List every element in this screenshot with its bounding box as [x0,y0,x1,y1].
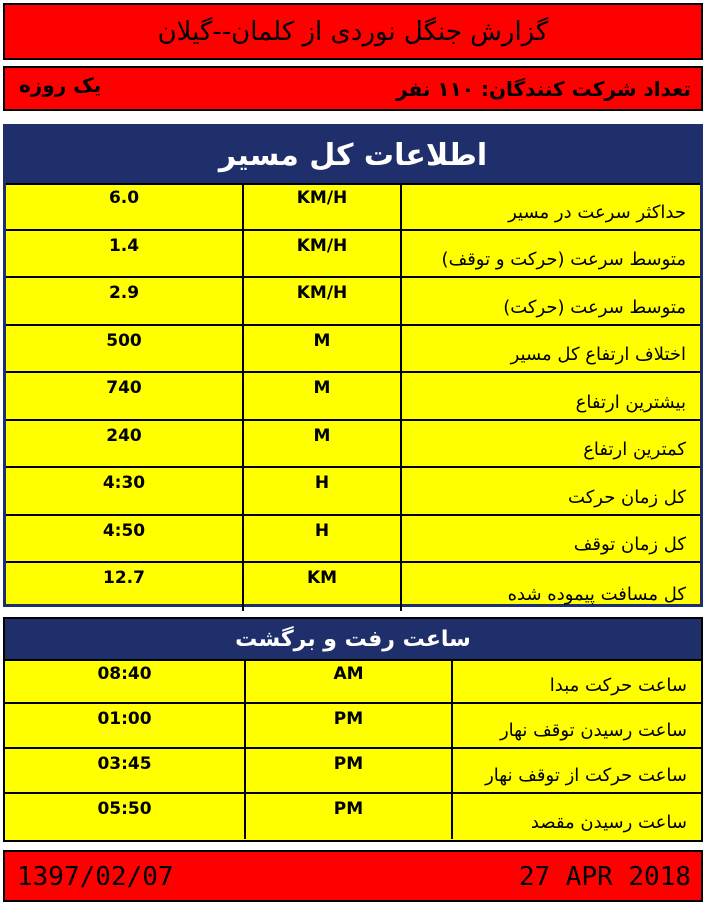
row-label: ساعت حرکت از توقف نهار [485,765,687,786]
row-unit-cell [246,659,453,702]
route-info-title: اطلاعات کل مسیر [218,137,488,173]
row-value: 6.0 [108,188,140,208]
date-gregorian: 27 APR 2018 [518,862,691,892]
row-value: 05:50 [97,799,152,819]
table-row [5,749,701,794]
row-value-cell [5,704,246,747]
row-unit-cell [244,326,402,372]
row-unit-cell [246,794,453,839]
row-label-cell [402,373,700,419]
row-label: کل مسافت پیموده شده [507,583,686,605]
table-row [6,278,700,326]
table-row [6,468,700,516]
row-unit: M [313,378,331,398]
row-value: 12.7 [103,568,145,588]
row-unit-cell [246,704,453,747]
table-row [6,183,700,231]
row-unit: H [314,473,330,493]
row-value-cell [6,278,244,324]
row-label-cell [402,183,700,229]
date-footer [3,850,703,902]
row-value: 1.4 [108,235,140,256]
row-value-cell [6,373,244,419]
row-label-cell [453,794,701,839]
table-row [6,373,700,421]
date-shamsi: 1397/02/07 [17,862,174,892]
row-label: بیشترین ارتفاع [575,391,686,413]
row-unit: M [313,330,331,351]
report-title: گزارش جنگل نوردی از کلمان--گیلان [157,16,549,47]
row-value-cell [6,326,244,372]
row-unit: PM [333,709,364,729]
row-value-cell [6,563,244,611]
trip-duration: یک روزه [19,73,102,97]
row-value: 03:45 [97,754,152,774]
row-unit-cell [244,373,402,419]
row-unit-cell [244,231,402,277]
row-label: کل زمان توقف [573,534,686,555]
table-row [6,516,700,564]
times-title: ساعت رفت و برگشت [235,626,471,652]
row-label: ساعت حرکت مبدا [549,675,687,696]
row-value: 01:00 [97,709,152,729]
info-bar [3,66,703,111]
row-label-cell [402,278,700,324]
row-label-cell [402,563,700,611]
row-unit: KM/H [296,188,348,208]
row-label: متوسط سرعت (حرکت و توقف) [441,249,686,270]
row-label-cell [453,659,701,702]
table-row [5,704,701,749]
row-label-cell [402,468,700,514]
row-label: حداکثر سرعت در مسیر [508,201,686,223]
participants-count: تعداد شرکت کنندگان: ۱۱۰ نفر [396,77,691,101]
row-label-cell [453,749,701,792]
row-label: متوسط سرعت (حرکت) [503,296,686,318]
row-unit: AM [333,664,364,684]
row-unit-cell [246,749,453,792]
row-label: ساعت رسیدن توقف نهار [499,720,687,741]
row-value-cell [6,231,244,277]
table-row [6,421,700,469]
row-label: کمترین ارتفاع [583,439,686,460]
row-unit: PM [333,799,364,819]
table-row [5,794,701,839]
row-value-cell [6,468,244,514]
row-label: اختلاف ارتفاع کل مسیر [510,344,686,365]
row-value: 08:40 [97,664,152,684]
row-value: 240 [106,425,142,446]
row-value-cell [5,749,246,792]
route-info-header [6,127,700,185]
row-unit: PM [333,754,364,774]
row-unit: KM [306,568,338,588]
row-unit: KM/H [296,235,348,256]
row-unit-cell [244,183,402,229]
row-label-cell [402,326,700,372]
report-title-bar [3,3,703,60]
row-value-cell [5,659,246,702]
row-unit-cell [244,421,402,467]
row-label-cell [402,421,700,467]
row-unit-cell [244,563,402,611]
row-value-cell [6,516,244,562]
table-row [6,326,700,374]
row-label-cell [402,231,700,277]
table-row [6,231,700,279]
table-row [6,563,700,611]
row-label-cell [402,516,700,562]
row-unit: H [314,520,330,541]
route-info-table [3,124,703,607]
row-unit: KM/H [296,283,348,303]
times-header [5,619,701,661]
row-value: 2.9 [108,283,140,303]
row-value-cell [5,794,246,839]
row-value: 500 [106,330,142,351]
row-unit-cell [244,278,402,324]
table-row [5,659,701,704]
row-unit-cell [244,516,402,562]
row-label-cell [453,704,701,747]
row-label: ساعت رسیدن مقصد [530,812,687,833]
row-value-cell [6,421,244,467]
row-value-cell [6,183,244,229]
row-unit: M [313,425,331,446]
row-value: 740 [106,378,142,398]
row-value: 4:50 [102,520,146,541]
row-label: کل زمان حرکت [568,486,686,508]
row-unit-cell [244,468,402,514]
row-value: 4:30 [102,473,146,493]
times-table [3,617,703,842]
